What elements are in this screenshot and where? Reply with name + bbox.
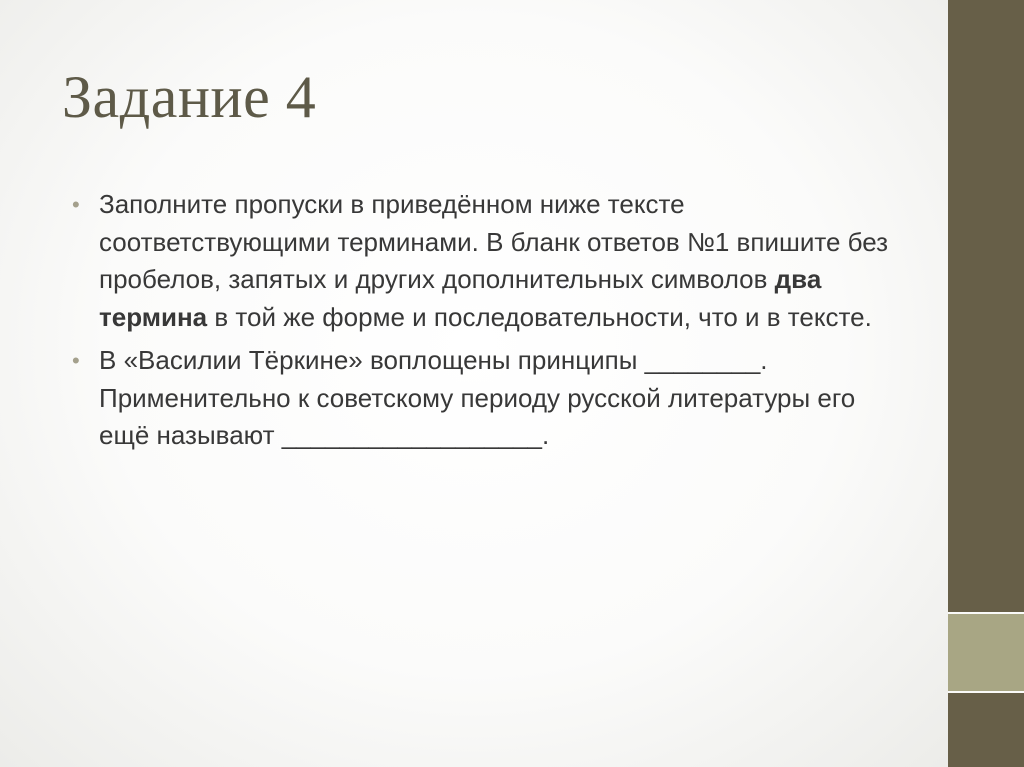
bullet-dot-icon: • [72, 192, 80, 217]
sidebar-dark-top [948, 0, 1024, 614]
sidebar-divider [948, 691, 1024, 693]
instructions-text-end: в той же форме и последовательности, что и в тексте. [207, 301, 872, 332]
instructions-emphasis: два термина [99, 264, 822, 332]
sidebar-dark-bottom [948, 692, 1024, 767]
instructions-text-start: Заполните пропуски в приведённом ниже тексте соответствующими терминами. В бланк ответов №1 впишите без пробелов, запятых и других дополнительных символов [99, 189, 889, 294]
slide-title: Задание 4 [62, 64, 317, 130]
bullet-item-instructions [72, 186, 902, 336]
bullet-dot-icon: • [72, 348, 80, 373]
bullet-list [72, 186, 902, 461]
decorative-sidebar [948, 0, 1024, 767]
sidebar-light-block [948, 614, 1024, 692]
bullet-item-task [72, 342, 902, 455]
task-text: В «Василии Тёркине» воплощены принципы ________. Применительно к советскому периоду русской литературы его ещё называют __________________. [99, 345, 856, 450]
sidebar-divider [948, 612, 1024, 614]
